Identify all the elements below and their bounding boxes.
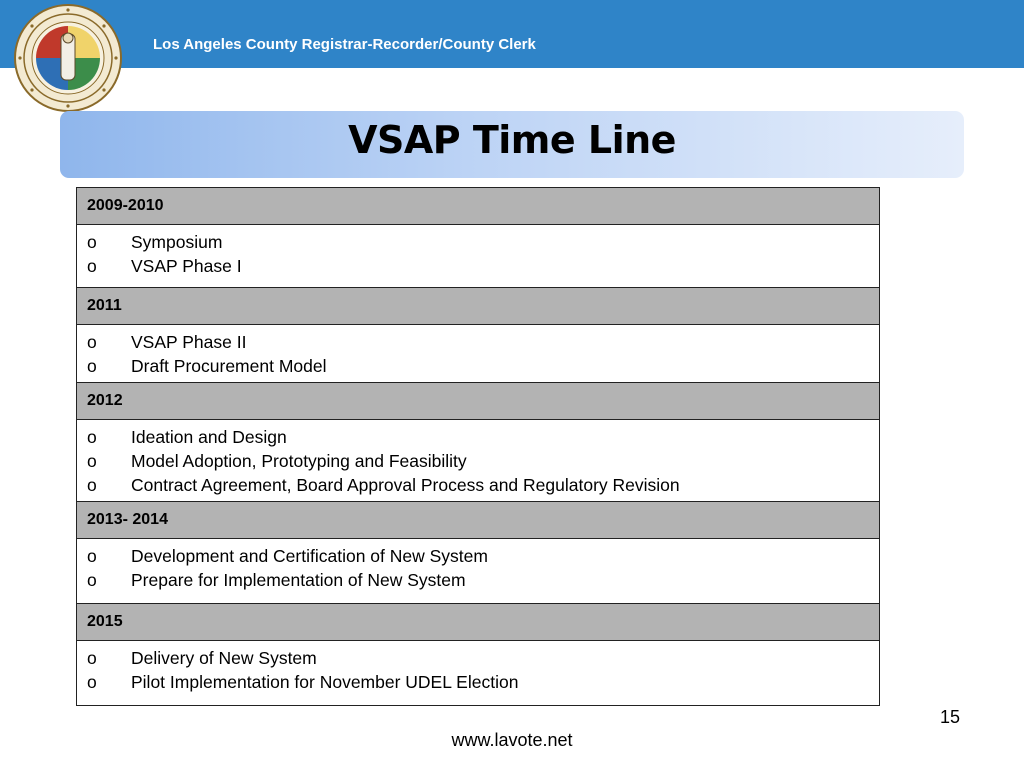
bullet-marker: o: [87, 545, 97, 566]
bullet-marker: o: [87, 255, 97, 276]
items-cell: [77, 420, 880, 502]
year-label: 2009-2010: [77, 188, 880, 225]
list-item: [87, 254, 869, 278]
bullet-marker: o: [87, 671, 97, 692]
item-text: Model Adoption, Prototyping and Feasibility: [131, 450, 467, 471]
bullet-marker: o: [87, 426, 97, 447]
list-item: [87, 330, 869, 354]
items-row: [77, 539, 880, 604]
year-label: 2013- 2014: [77, 502, 880, 539]
footer-url[interactable]: www.lavote.net: [451, 730, 573, 750]
page-title: VSAP Time Line: [348, 118, 676, 162]
page-number: 15: [940, 707, 961, 727]
list-item: [87, 646, 869, 670]
bullet-marker: o: [87, 474, 97, 495]
items-row: [77, 325, 880, 383]
year-label: 2011: [77, 288, 880, 325]
items-row: [77, 641, 880, 706]
item-text: Ideation and Design: [131, 426, 287, 447]
items-row: [77, 225, 880, 288]
year-row: [77, 383, 880, 420]
item-text: Development and Certification of New System: [131, 545, 488, 566]
year-label: 2015: [77, 604, 880, 641]
org-name: Los Angeles County Registrar-Recorder/County Clerk: [153, 36, 536, 53]
year-row: [77, 288, 880, 325]
bullet-marker: o: [87, 355, 97, 376]
item-text: Prepare for Implementation of New System: [131, 569, 466, 590]
bullet-marker: o: [87, 231, 97, 252]
year-row: [77, 502, 880, 539]
bullet-marker: o: [87, 647, 97, 668]
year-row: [77, 604, 880, 641]
item-text: Pilot Implementation for November UDEL Election: [131, 671, 519, 692]
list-item: [87, 473, 869, 497]
bullet-marker: o: [87, 569, 97, 590]
list-item: [87, 670, 869, 694]
year-row: [77, 188, 880, 225]
list-item: [87, 449, 869, 473]
timeline-table: [76, 187, 880, 706]
list-item: [87, 568, 869, 592]
list-item: [87, 230, 869, 254]
year-label: 2012: [77, 383, 880, 420]
items-row: [77, 420, 880, 502]
list-item: [87, 354, 869, 378]
item-text: Symposium: [131, 231, 223, 252]
county-seal-icon: [14, 4, 122, 112]
items-cell: [77, 225, 880, 288]
bullet-marker: o: [87, 331, 97, 352]
list-item: [87, 544, 869, 568]
item-text: VSAP Phase II: [131, 331, 247, 352]
header-bar: [0, 0, 1024, 68]
items-cell: [77, 641, 880, 706]
item-text: VSAP Phase I: [131, 255, 242, 276]
bullet-marker: o: [87, 450, 97, 471]
list-item: [87, 425, 869, 449]
items-cell: [77, 539, 880, 604]
item-text: Draft Procurement Model: [131, 355, 327, 376]
item-text: Contract Agreement, Board Approval Process and Regulatory Revision: [131, 474, 680, 495]
item-text: Delivery of New System: [131, 647, 317, 668]
items-cell: [77, 325, 880, 383]
